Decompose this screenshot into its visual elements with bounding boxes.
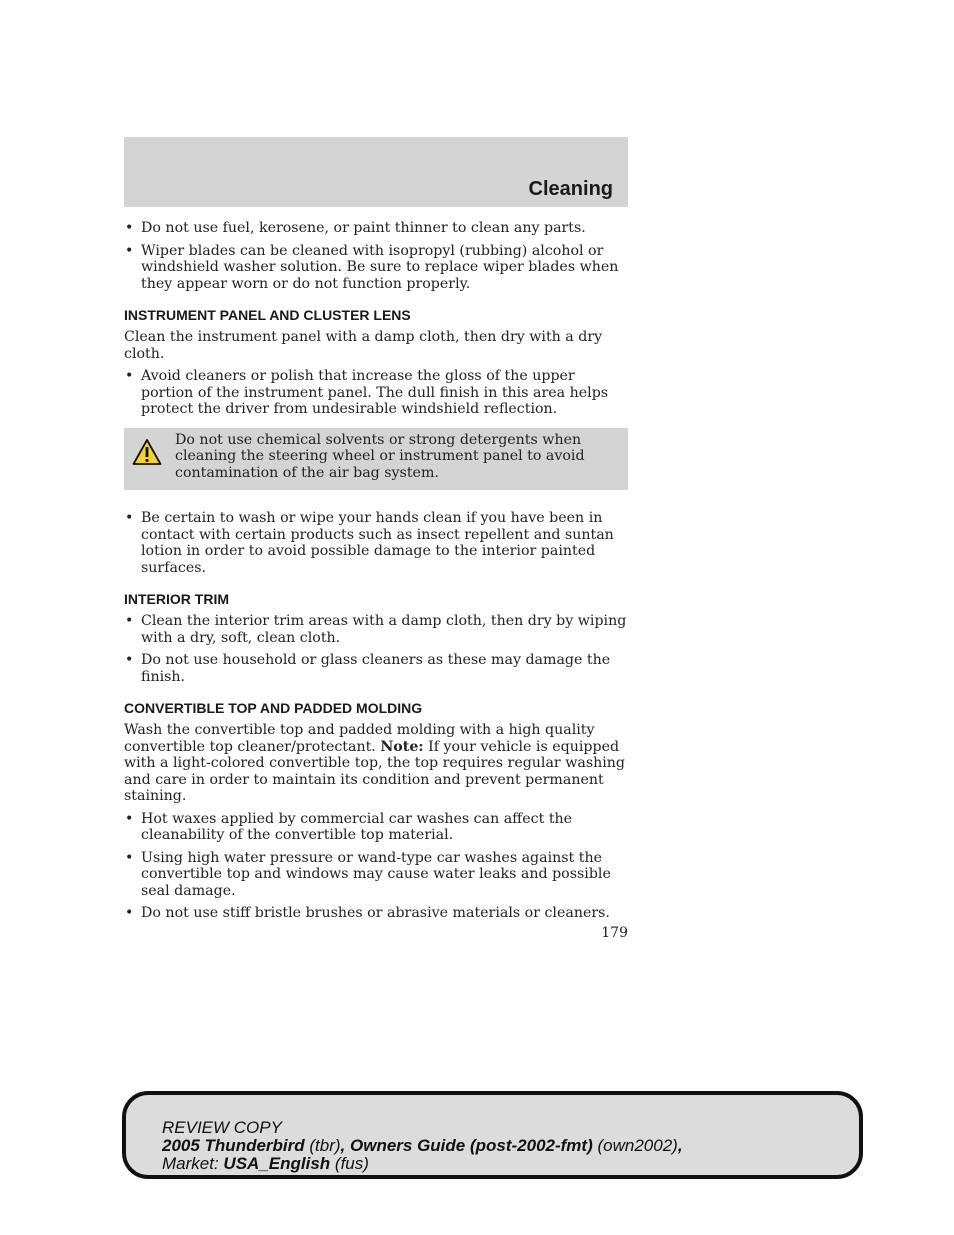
list-item: • Do not use fuel, kerosene, or paint thinner to clean any parts. — [124, 220, 628, 237]
convertible-para-start: Wash the convertible top and padded molding with a high quality convertible top cleaner/protectant. — [124, 722, 595, 755]
convertible-paragraph — [124, 722, 628, 805]
footer-market-label: Market: — [162, 1154, 219, 1173]
list-item: • Be certain to wash or wipe your hands clean if you have been in contact with certain products such as insect repellent and suntan lotion in order to avoid possible damage to the interior painted surfaces. — [124, 510, 628, 576]
footer-review-copy: REVIEW COPY — [162, 1118, 282, 1137]
instrument-panel-paragraph: Clean the instrument panel with a damp cloth, then dry with a dry cloth. — [124, 329, 603, 362]
footer-line-2 — [162, 1137, 683, 1155]
note-label: Note: — [380, 738, 424, 755]
list-item: • Do not use household or glass cleaners as these may damage the finish. — [124, 652, 628, 685]
list-item: • Do not use stiff bristle brushes or abrasive materials or cleaners. — [124, 905, 628, 922]
warning-text: Do not use chemical solvents or strong detergents when cleaning the steering wheel or instrument panel to avoid contamination of the air bag system. — [175, 431, 585, 481]
section-title: Cleaning — [528, 178, 613, 200]
list-item: • Hot waxes applied by commercial car washes can affect the cleanability of the convertible top material. — [124, 811, 628, 844]
footer-model-code: (tbr) — [309, 1136, 341, 1155]
list-item: • Clean the interior trim areas with a damp cloth, then dry by wiping with a dry, soft, clean cloth. — [124, 613, 628, 646]
convertible-para-end: If your vehicle is equipped with a light-colored convertible top, the top requires regular washing and care in order to maintain its condition and prevent permanent staining. — [124, 738, 625, 804]
footer-market-code: (fus) — [334, 1154, 369, 1173]
footer-model: 2005 Thunderbird — [162, 1136, 305, 1155]
footer-market: USA_English — [223, 1154, 331, 1173]
section-header-band — [124, 137, 628, 207]
footer-guide: , Owners Guide (post-2002-fmt) — [340, 1136, 593, 1155]
list-item: • Avoid cleaners or polish that increase the gloss of the upper portion of the instrument panel. The dull finish in this area helps protect the driver from undesirable windshield reflection. — [124, 368, 628, 418]
page-content — [124, 220, 628, 928]
hands-bullet-list — [124, 510, 628, 576]
interior-trim-bullet-list — [124, 613, 628, 685]
heading-instrument-panel: INSTRUMENT PANEL AND CLUSTER LENS — [124, 307, 411, 323]
list-item: • Wiper blades can be cleaned with isopropyl (rubbing) alcohol or windshield washer solution. Be sure to replace wiper blades when they appear worn or do not function properly. — [124, 243, 628, 293]
instrument-panel-bullet-list — [124, 368, 628, 418]
heading-interior-trim: INTERIOR TRIM — [124, 591, 229, 607]
convertible-bullet-list — [124, 811, 628, 922]
warning-box — [124, 428, 628, 491]
list-item: • Using high water pressure or wand-type car washes against the convertible top and windows may cause water leaks and possible seal damage. — [124, 850, 628, 900]
footer-text — [162, 1119, 683, 1173]
review-copy-footer — [122, 1091, 863, 1179]
footer-guide-code: (own2002) — [597, 1136, 678, 1155]
intro-bullet-list — [124, 220, 628, 292]
footer-line-3 — [162, 1155, 683, 1173]
page-number: 179 — [601, 925, 628, 941]
warning-triangle-icon — [132, 438, 162, 466]
footer-comma: , — [677, 1136, 683, 1155]
heading-convertible-top: CONVERTIBLE TOP AND PADDED MOLDING — [124, 700, 423, 716]
